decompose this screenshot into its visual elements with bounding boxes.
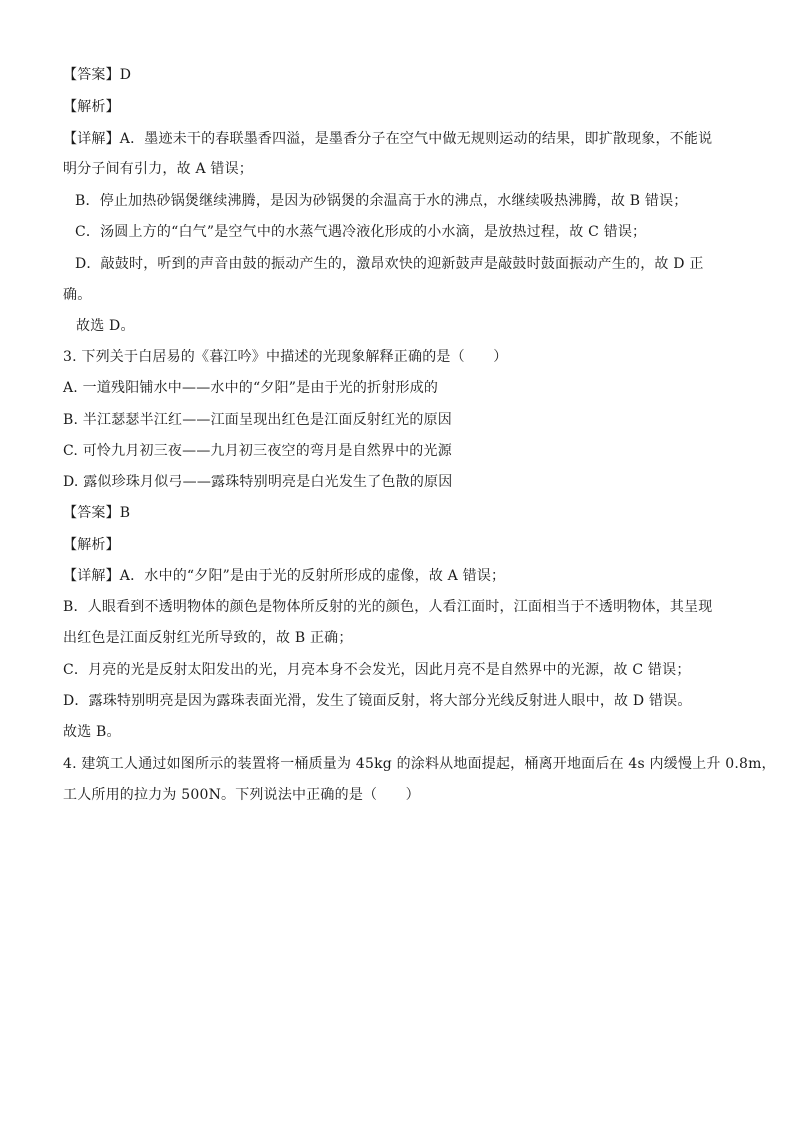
- choice-q2: 故选 D。: [76, 318, 135, 334]
- answer-label-q2: 【答案】D: [63, 67, 132, 83]
- detail-q2-b: B．停止加热砂锅煲继续沸腾，是因为砂锅煲的余温高于水的沸点，水继续吸热沸腾，故 B 错误；: [75, 193, 688, 209]
- analysis-label-q2: 【解析】: [63, 99, 120, 115]
- answer-label-q3: 【答案】B: [63, 505, 131, 521]
- detail-q2-a-line1: 【详解】A．墨迹未干的春联墨香四溢，是墨香分子在空气中做无规则运动的结果，即扩散现象，不能说: [63, 131, 713, 147]
- question-3-option-c: C. 可怜九月初三夜——九月初三夜空的弯月是自然界中的光源: [63, 443, 452, 459]
- detail-q2-a-line2: 明分子间有引力，故 A 错误；: [63, 161, 254, 177]
- detail-q2-c: C．汤圆上方的“白气”是空气中的水蒸气遇冷液化形成的小水滴，是放热过程，故 C 错误；: [75, 224, 647, 240]
- choice-q3: 故选 B。: [63, 724, 121, 740]
- detail-q2-d-line2: 确。: [63, 287, 92, 303]
- detail-q3-b-line2: 出红色是江面反射红光所导致的，故 B 正确；: [63, 630, 353, 646]
- detail-q3-b-line1: B．人眼看到不透明物体的颜色是物体所反射的光的颜色，人看江面时，江面相当于不透明物体，其呈现: [63, 599, 713, 615]
- question-3-option-b: B. 半江瑟瑟半江红——江面呈现出红色是江面反射红光的原因: [63, 412, 452, 428]
- question-3-option-a: A. 一道残阳铺水中——水中的“夕阳”是由于光的折射形成的: [63, 380, 439, 396]
- analysis-label-q3: 【解析】: [63, 537, 120, 553]
- detail-q3-d: D．露珠特别明亮是因为露珠表面光滑，发生了镜面反射，将大部分光线反射进人眼中，故 D 错误。: [63, 693, 692, 709]
- question-3-option-d: D. 露似珍珠月似弓——露珠特别明亮是白光发生了色散的原因: [63, 474, 453, 490]
- question-3-stem: 3. 下列关于白居易的《暮江吟》中描述的光现象解释正确的是（ ）: [63, 349, 508, 365]
- detail-q2-d-line1: D．敲鼓时，听到的声音由鼓的振动产生的，激昂欢快的迎新鼓声是敲鼓时鼓面振动产生的，故 D 正: [75, 256, 704, 272]
- question-4-stem-line2: 工人所用的拉力为 500N。下列说法中正确的是（ ）: [63, 787, 420, 803]
- question-4-stem-line1: 4. 建筑工人通过如图所示的装置将一桶质量为 45kg 的涂料从地面提起，桶离开地面后在 4s 内缓慢上升 0.8m，: [63, 756, 776, 772]
- detail-q3-a: 【详解】A．水中的“夕阳”是由于光的反射所形成的虚像，故 A 错误；: [63, 568, 506, 584]
- detail-q3-c: C．月亮的光是反射太阳发出的光，月亮本身不会发光，因此月亮不是自然界中的光源，故 C 错误；: [63, 662, 691, 678]
